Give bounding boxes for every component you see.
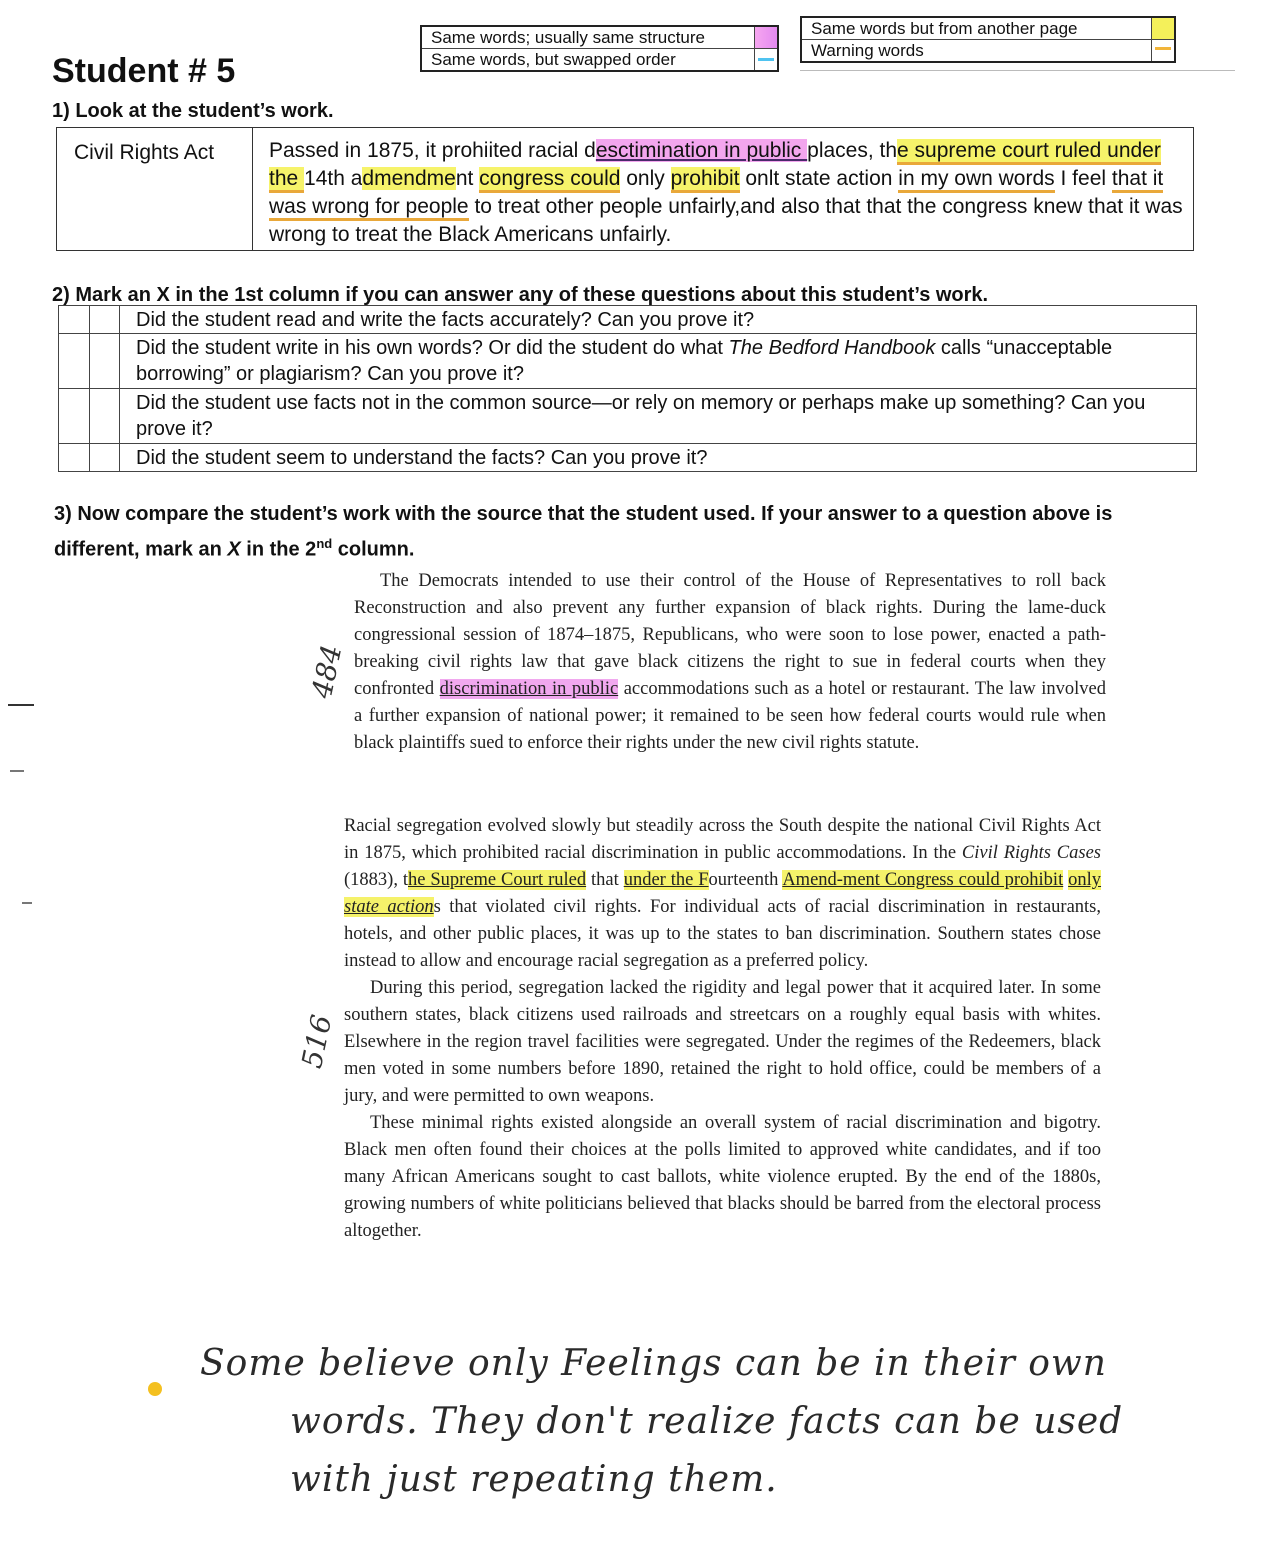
page-number-note: 484 bbox=[305, 641, 349, 702]
question-text: Did the student read and write the facts accurately? Can you prove it? bbox=[136, 309, 755, 331]
section3-heading: 3) Now compare the student’s work with the source that the student used. If your answer to a question above is different, mark an X in the 2nd column. bbox=[54, 503, 1113, 561]
checkbox-col2[interactable] bbox=[89, 334, 120, 388]
legend-box-left bbox=[420, 25, 779, 72]
legend-item-another-page bbox=[802, 18, 1174, 40]
scan-mark bbox=[10, 770, 24, 772]
handwritten-note bbox=[150, 1335, 1150, 1509]
question-table bbox=[58, 305, 1197, 472]
section2-heading: 2) Mark an X in the 1st column if you can answer any of these questions about this student’s work. bbox=[52, 284, 989, 306]
legend-label: Warning words bbox=[811, 41, 924, 60]
checkbox-col2[interactable] bbox=[89, 389, 120, 443]
question-row bbox=[59, 444, 1196, 471]
student-work-text: Passed in 1875, it prohiited racial desctimination in public places, the supreme court ruled under the 14th admendment congress could only prohibit onlt state action in my own words I feel that it was wrong for people to treat other people unfairly,and also that that the congress knew that it was wrong to treat the Black Americans unfairly. bbox=[269, 139, 1183, 246]
yellow-swatch bbox=[1151, 18, 1174, 39]
blue-swatch bbox=[754, 49, 777, 70]
question-text: Did the student use facts not in the common source—or rely on memory or perhaps make up something? Can you prove it? bbox=[136, 392, 1146, 440]
legend-label: Same words but from another page bbox=[811, 19, 1078, 38]
question-row bbox=[59, 389, 1196, 444]
legend-item-warning bbox=[802, 40, 1174, 61]
handwritten-line: words. They don't realize facts can be used bbox=[290, 1401, 1124, 1442]
question-row bbox=[59, 334, 1196, 389]
source-paragraph: During this period, segregation lacked the rigidity and legal power that it acquired later. In some southern states, black citizens used railroads and streetcars on a roughly equal basis with whites. Elsewhere in the region travel facilities were segregated. Under the regimes of the Redeemers, black men voted in some numbers before 1890, retained the right to hold office, could be members of a jury, and were permitted to own weapons. bbox=[344, 978, 1101, 1106]
checkbox-col1[interactable] bbox=[59, 389, 90, 443]
legend-label: Same words; usually same structure bbox=[431, 28, 705, 47]
checkbox-col2[interactable] bbox=[89, 306, 120, 333]
checkbox-col2[interactable] bbox=[89, 444, 120, 471]
source-paragraph: These minimal rights existed alongside an overall system of racial discrimination and bigotry. Black men often found their choices at the polls limited to approved white candidates, and if too many African Americans sought to cast ballots, white violence erupted. By the end of the 1880s, growing numbers of white politicians believed that blacks should be barred from the electoral process altogether. bbox=[344, 1113, 1101, 1241]
scan-mark bbox=[22, 902, 32, 904]
source-excerpt-1 bbox=[354, 568, 1106, 757]
source-paragraph: The Democrats intended to use their control of the House of Representatives to roll back Reconstruction and also prevent any further expansion of black rights. During the lame-duck congressional session of 1874–1875, Republicans, who were soon to lose power, enacted a path-breaking civil rights law that gave black citizens the right to sue in federal courts when they confronted discrimination in public accommodations such as a hotel or restaurant. The law involved a further expansion of national power; it remained to be seen how federal courts would rule when black plaintiffs sued to enforce their rights under the new civil rights statute. bbox=[354, 571, 1106, 753]
student-work-table bbox=[56, 127, 1194, 251]
legend-label: Same words, but swapped order bbox=[431, 50, 676, 69]
section1-heading: 1) Look at the student’s work. bbox=[52, 100, 334, 122]
question-row bbox=[59, 306, 1196, 334]
checkbox-col1[interactable] bbox=[59, 334, 90, 388]
legend-item-swapped-order bbox=[422, 49, 777, 70]
source-paragraph: Racial segregation evolved slowly but steadily across the South despite the national Civil Rights Act in 1875, which prohibited racial discrimination in public accommodations. In the Civil Rights Cases (1883), the Supreme Court ruled that under the Fourteenth Amend-ment Congress could prohibit only state actions that violated civil rights. For individual acts of racial discrimination in restaurants, hotels, and other public places, it was up to the states to ban discrimination. Southern states chose instead to allow and encourage racial segregation as a preferred policy. bbox=[344, 816, 1102, 971]
orange-swatch bbox=[1151, 40, 1174, 61]
scan-mark bbox=[8, 704, 34, 706]
checkbox-col1[interactable] bbox=[59, 444, 90, 471]
topic-label: Civil Rights Act bbox=[57, 128, 253, 250]
question-text: Did the student seem to understand the facts? Can you prove it? bbox=[136, 447, 708, 469]
source-excerpt-2 bbox=[344, 813, 1101, 1245]
page-number-note: 516 bbox=[295, 1011, 339, 1072]
handwritten-line: Some believe only Feelings can be in their own bbox=[200, 1343, 1107, 1384]
legend-box-right bbox=[800, 16, 1176, 63]
divider-line bbox=[800, 70, 1235, 71]
handwritten-line: with just repeating them. bbox=[290, 1459, 778, 1500]
pink-swatch bbox=[754, 27, 777, 48]
legend-item-same-structure bbox=[422, 27, 777, 49]
checkbox-col1[interactable] bbox=[59, 306, 90, 333]
page-title: Student # 5 bbox=[52, 52, 236, 90]
question-text: Did the student write in his own words? Or did the student do what The Bedford Handbook calls “unacceptable borrowing” or plagiarism? Can you prove it? bbox=[136, 337, 1113, 385]
